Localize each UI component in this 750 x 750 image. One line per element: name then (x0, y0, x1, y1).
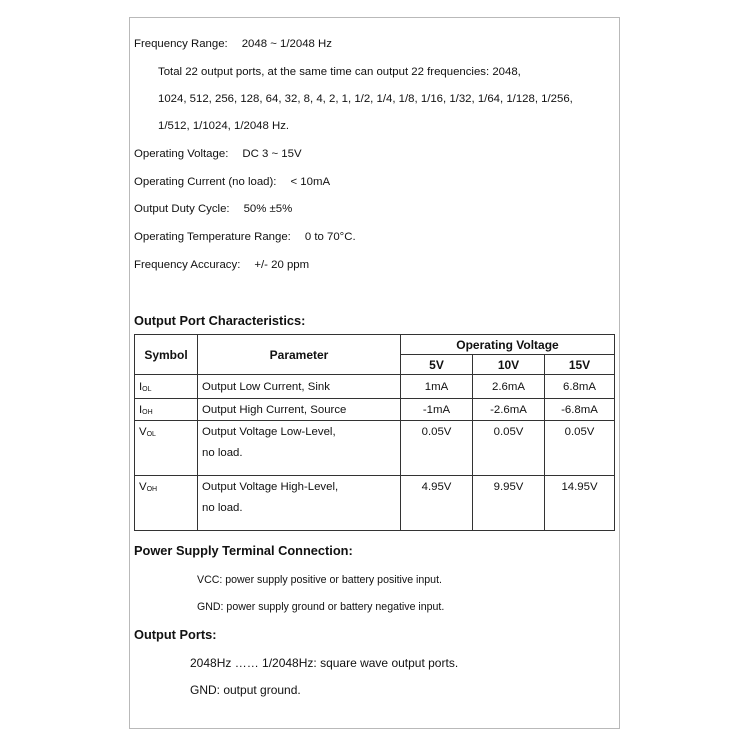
value-cell: 0.05V (545, 421, 615, 476)
header-voltage-15v: 15V (545, 355, 615, 375)
header-voltage-10v: 10V (473, 355, 545, 375)
output-port-heading: Output Port Characteristics: (134, 313, 306, 328)
frequency-range-label: Frequency Range: (134, 38, 228, 50)
frequency-range-row (134, 37, 332, 51)
param-cell: Output Voltage Low-Level, no load. (198, 421, 401, 476)
table-header-row (135, 335, 615, 355)
duty-cycle-value: 50% ±5% (243, 203, 293, 215)
output-ports-line-1: 2048Hz …… 1/2048Hz: square wave output ports. (190, 656, 459, 670)
symbol-vol: $V_{OL}$ (135, 421, 198, 476)
param-cell: Output High Current, Source (198, 399, 401, 421)
symbol-voh: $V_{OH}$ (135, 476, 198, 531)
frequency-accuracy-label: Frequency Accuracy: (134, 259, 241, 271)
duty-cycle-row (134, 202, 292, 216)
symbol-ioh: $I_{OH}$ (135, 399, 198, 421)
table-row (135, 399, 615, 421)
table-row (135, 476, 615, 531)
param-cell: Output Voltage High-Level, no load. (198, 476, 401, 531)
value-cell: 0.05V (401, 421, 473, 476)
frequency-desc-line-2: 1024, 512, 256, 128, 64, 32, 8, 4, 2, 1, 1/2, 1/4, 1/8, 1/16, 1/32, 1/64, 1/128, 1/256, (158, 93, 573, 105)
operating-voltage-row (134, 147, 302, 161)
power-supply-heading: Power Supply Terminal Connection: (134, 543, 353, 558)
frequency-accuracy-value: +/- 20 ppm (254, 259, 310, 271)
temperature-range-value: 0 to 70°C. (304, 231, 356, 243)
header-voltage-5v: 5V (401, 355, 473, 375)
duty-cycle-label: Output Duty Cycle: (134, 203, 230, 215)
value-cell: 14.95V (545, 476, 615, 531)
header-parameter: Parameter (198, 335, 401, 375)
temperature-range-row (134, 230, 356, 244)
header-operating-voltage: Operating Voltage (401, 335, 615, 355)
frequency-desc-line-3: 1/512, 1/1024, 1/2048 Hz. (158, 120, 290, 132)
table-row (135, 421, 615, 476)
frequency-desc-line-1: Total 22 output ports, at the same time can output 22 frequencies: 2048, (158, 66, 521, 78)
frequency-range-value: 2048 ~ 1/2048 Hz (241, 38, 332, 50)
value-cell: -1mA (401, 399, 473, 421)
gnd-description: GND: power supply ground or battery negative input. (197, 601, 445, 613)
value-cell: -2.6mA (473, 399, 545, 421)
operating-current-value: < 10mA (290, 176, 331, 188)
value-cell: -6.8mA (545, 399, 615, 421)
output-ports-line-2: GND: output ground. (190, 683, 301, 697)
symbol-iol: $I_{OL}$ (135, 375, 198, 399)
value-cell: 6.8mA (545, 375, 615, 399)
header-symbol: Symbol (135, 335, 198, 375)
value-cell: 2.6mA (473, 375, 545, 399)
operating-current-label: Operating Current (no load): (134, 176, 277, 188)
frequency-accuracy-row (134, 258, 309, 272)
operating-voltage-value: DC 3 ~ 15V (242, 148, 302, 160)
temperature-range-label: Operating Temperature Range: (134, 231, 291, 243)
output-ports-heading: Output Ports: (134, 627, 217, 642)
value-cell: 1mA (401, 375, 473, 399)
param-cell: Output Low Current, Sink (198, 375, 401, 399)
vcc-description: VCC: power supply positive or battery positive input. (197, 574, 442, 586)
output-port-table (134, 334, 615, 531)
operating-voltage-label: Operating Voltage: (134, 148, 229, 160)
value-cell: 0.05V (473, 421, 545, 476)
value-cell: 4.95V (401, 476, 473, 531)
value-cell: 9.95V (473, 476, 545, 531)
operating-current-row (134, 175, 330, 189)
table-row (135, 375, 615, 399)
